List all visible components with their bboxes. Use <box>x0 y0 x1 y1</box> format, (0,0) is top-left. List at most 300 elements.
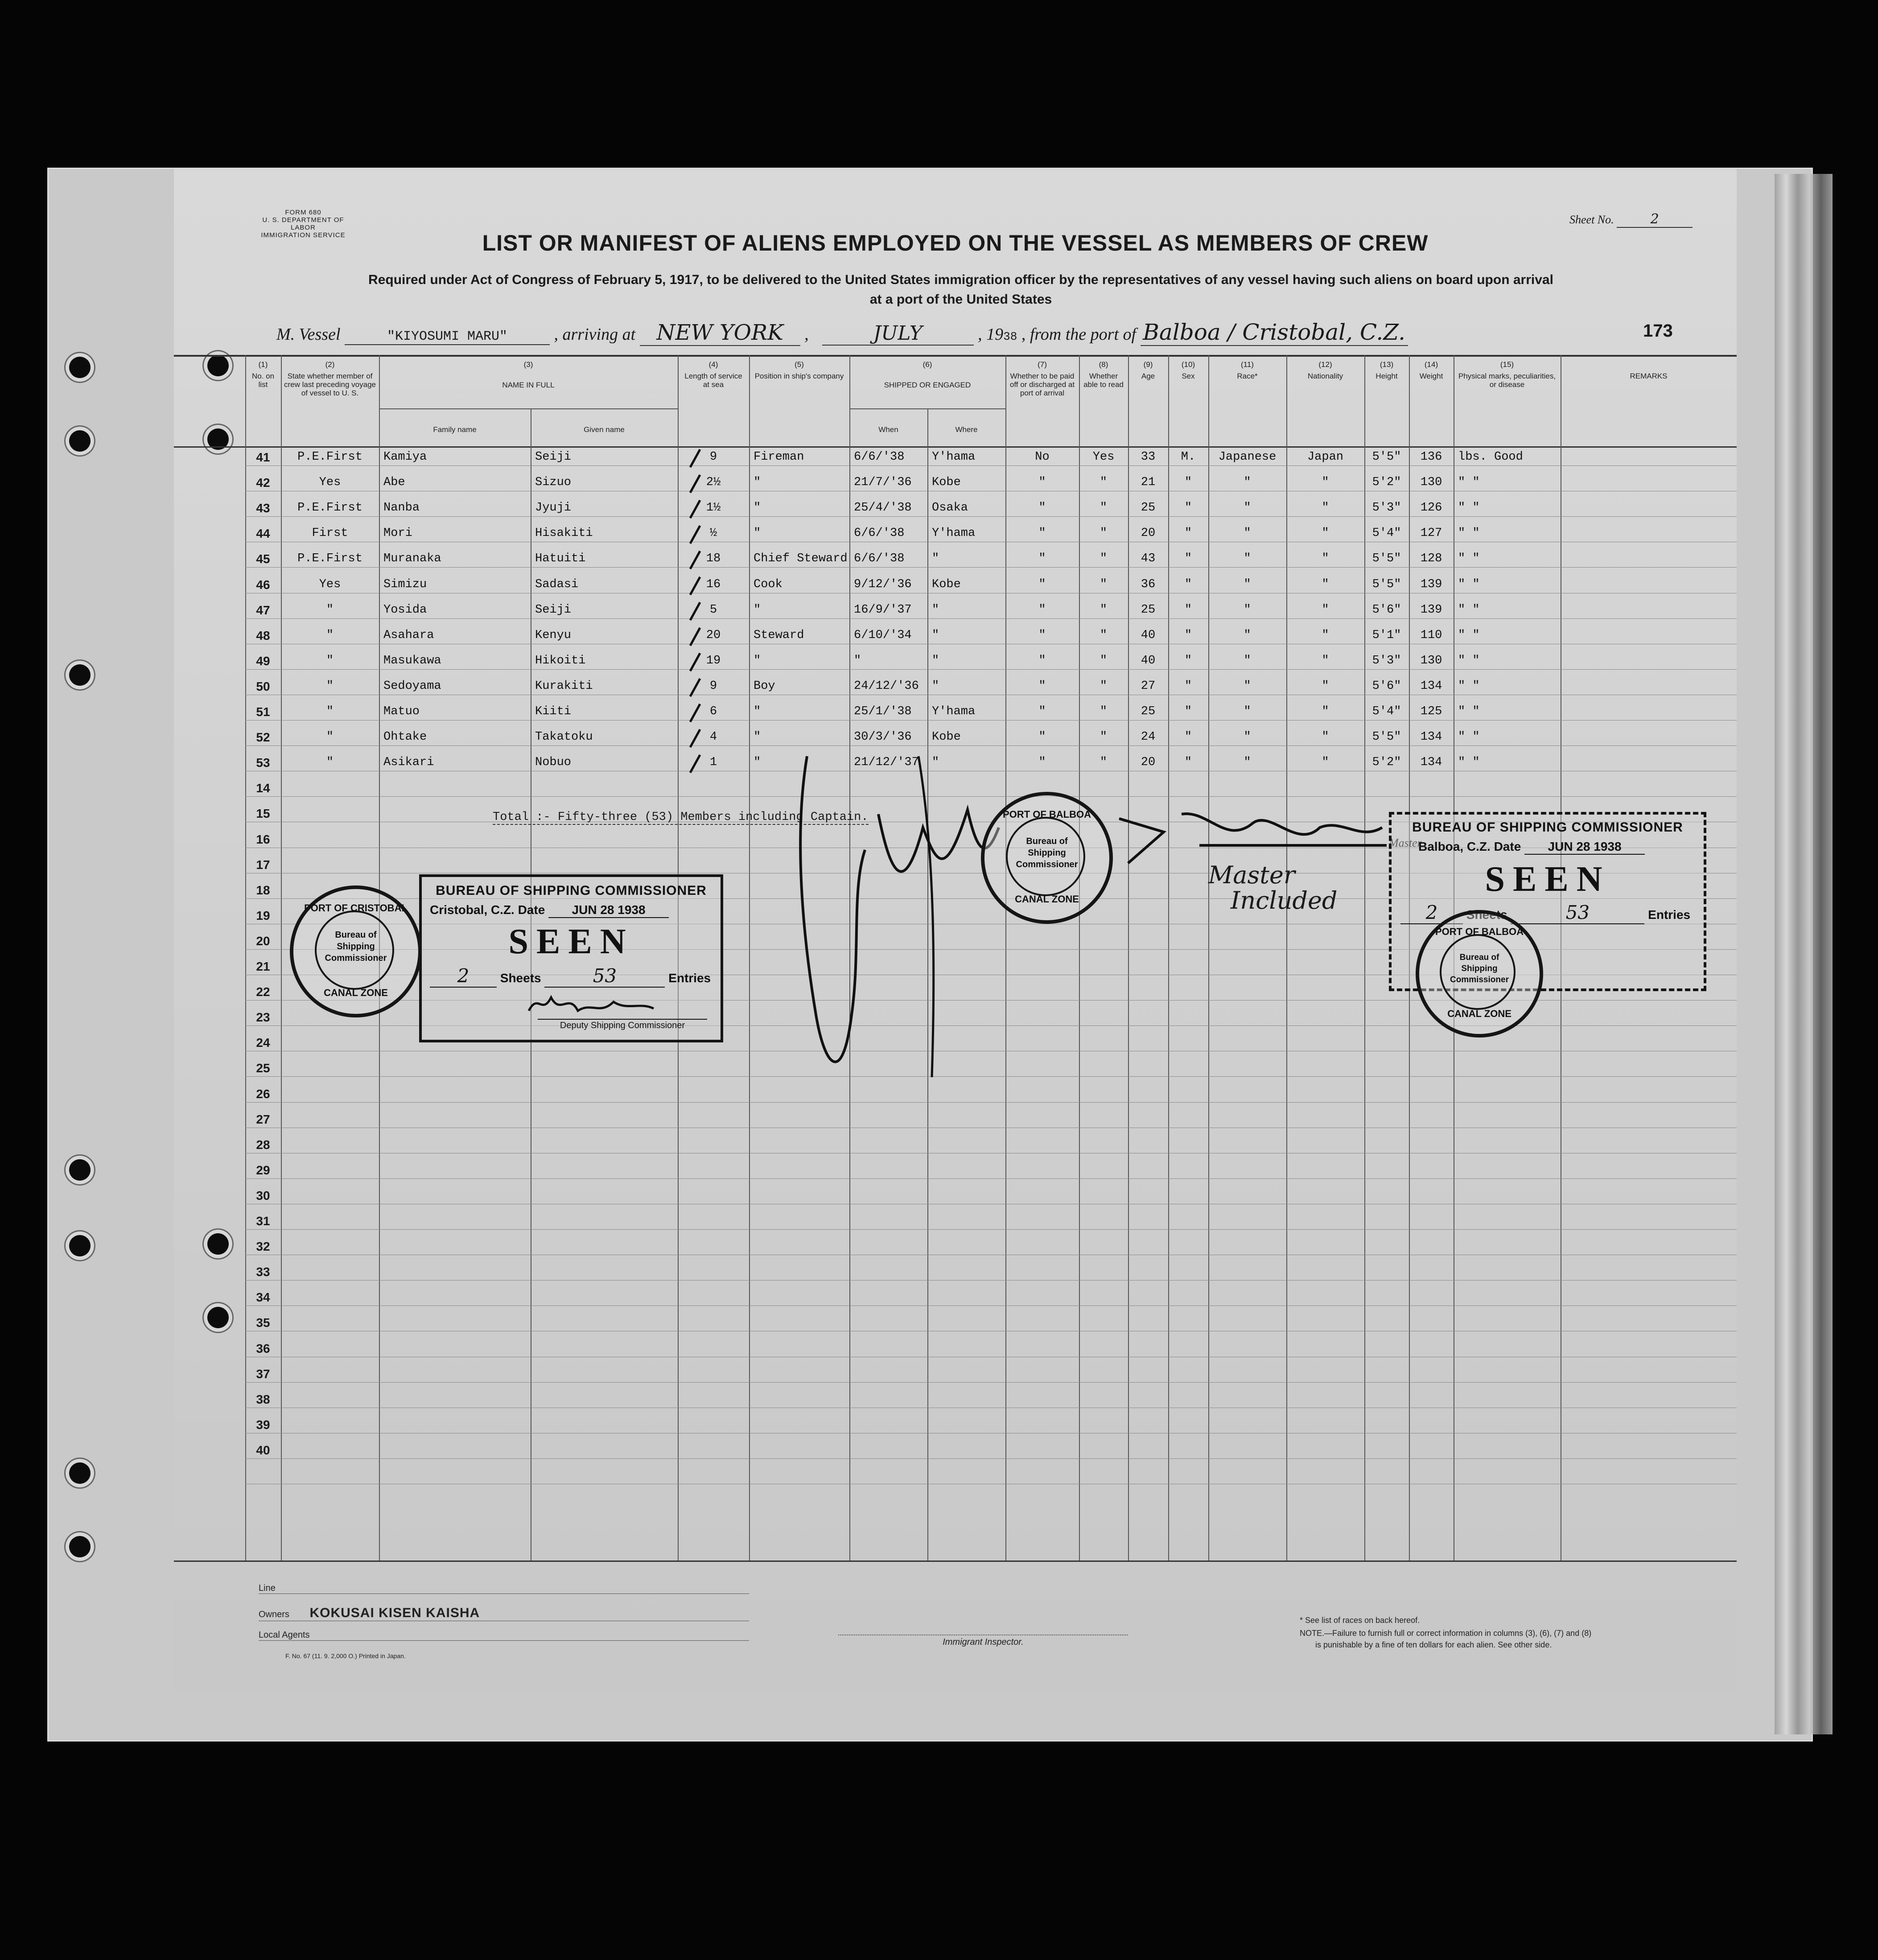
stamp-entries-label: Entries <box>1648 908 1691 922</box>
cell-prev: " <box>326 756 334 770</box>
cell-race: " <box>1244 476 1251 490</box>
column-header: Height <box>1376 372 1398 380</box>
row-rule <box>245 465 1737 466</box>
table-bottom-border <box>174 1561 1737 1562</box>
owners-value: KOKUSAI KISEN KAISHA <box>309 1606 480 1620</box>
seal-outer-text: PORT OF CRISTOBAL <box>304 902 408 914</box>
year-prefix: , 19 <box>978 325 1004 344</box>
cell-nat: " <box>1322 679 1329 693</box>
column-divider <box>749 355 750 1561</box>
vessel-prefix: M. Vessel <box>276 325 341 344</box>
column-header: No. on list <box>251 372 275 389</box>
cell-age: 24 <box>1141 730 1156 744</box>
cell-when: 6/6/'38 <box>854 552 905 566</box>
stamp-sheets-label: Sheets <box>1466 908 1507 922</box>
column-number: (12) <box>1318 360 1332 369</box>
cell-position: Fireman <box>754 450 804 464</box>
cell-sex: " <box>1184 628 1192 642</box>
punch-hole <box>69 664 91 686</box>
owners-label: Owners <box>259 1610 289 1619</box>
cell-where: " <box>932 603 939 617</box>
cell-given: Takatoku <box>535 730 593 744</box>
sheet-number <box>1569 211 1693 228</box>
cell-service: 9 <box>709 450 717 464</box>
cell-read: " <box>1100 679 1108 693</box>
row-rule <box>245 1280 1737 1281</box>
cell-given: Kurakiti <box>535 679 593 693</box>
column-number: (3) <box>523 360 533 369</box>
cell-position: " <box>754 654 761 667</box>
cell-read: " <box>1100 603 1108 617</box>
cell-when: " <box>854 654 861 667</box>
row-number: 18 <box>256 883 270 897</box>
cell-read: " <box>1100 577 1108 591</box>
column-header: State whether member of crew last preceding voyage of vessel to U. S. <box>284 372 376 397</box>
row-number: 16 <box>256 832 270 846</box>
from-label: , from the port of <box>1021 325 1137 344</box>
column-number: (9) <box>1143 360 1153 369</box>
cell-marks: " " <box>1458 552 1480 566</box>
cell-race: " <box>1244 501 1251 515</box>
cell-read: " <box>1100 705 1108 718</box>
row-number: 14 <box>256 781 270 795</box>
cell-prev: Yes <box>319 476 341 490</box>
cell-nat: " <box>1322 705 1329 718</box>
cell-paid: " <box>1038 705 1046 718</box>
stamp-sheets-label: Sheets <box>500 971 541 985</box>
row-number: 22 <box>256 985 270 999</box>
cell-paid: " <box>1038 501 1046 515</box>
cell-nat: " <box>1322 501 1329 515</box>
row-rule <box>245 567 1737 568</box>
cell-height: 5'4" <box>1372 705 1401 718</box>
balboa-port-seal <box>981 792 1113 924</box>
column-header: Position in ship's company <box>754 372 844 380</box>
seal-bottom-text: CANAL ZONE <box>1447 1008 1511 1019</box>
cell-sex: " <box>1184 577 1192 591</box>
cell-when: 21/12/'37 <box>854 756 919 770</box>
cell-when: 25/4/'38 <box>854 501 912 515</box>
cell-read: " <box>1100 527 1108 540</box>
column-header: Length of service at sea <box>684 372 742 389</box>
cell-age: 21 <box>1141 476 1156 490</box>
cell-sex: " <box>1184 603 1192 617</box>
cell-weight: 139 <box>1420 603 1442 617</box>
punch-hole <box>207 1307 229 1328</box>
vessel-name: "KIYOSUMI MARU" <box>345 329 550 345</box>
column-divider <box>1208 355 1209 1561</box>
row-number: 34 <box>256 1290 270 1305</box>
cristobal-port-seal <box>290 885 422 1017</box>
cell-marks: " " <box>1458 527 1480 540</box>
column-divider <box>1168 355 1169 1561</box>
row-number: 27 <box>256 1112 270 1126</box>
cell-sex: " <box>1184 756 1192 770</box>
cell-given: Sadasi <box>535 577 579 591</box>
cell-position: " <box>754 756 761 770</box>
punch-hole <box>69 1462 91 1484</box>
cell-race: " <box>1244 552 1251 566</box>
form-number: FORM 680 <box>285 209 321 216</box>
sheet-value: 2 <box>1617 211 1693 228</box>
table-top-border <box>174 355 1737 357</box>
cell-position: " <box>754 476 761 490</box>
cell-height: 5'6" <box>1372 603 1401 617</box>
column-subheader: Where <box>955 425 978 434</box>
cell-paid: " <box>1038 654 1046 667</box>
cell-race: Japanese <box>1218 450 1277 464</box>
column-number: (4) <box>708 360 718 369</box>
check-mark <box>687 728 704 750</box>
cell-height: 5'2" <box>1372 476 1401 490</box>
cell-marks: " " <box>1458 730 1480 744</box>
cell-marks: " " <box>1458 756 1480 770</box>
cell-marks: " " <box>1458 476 1480 490</box>
row-number: 46 <box>256 577 270 592</box>
page-number: 173 <box>1643 321 1673 341</box>
cell-where: " <box>932 552 939 566</box>
cell-height: 5'5" <box>1372 577 1401 591</box>
row-number: 35 <box>256 1316 270 1330</box>
check-mark <box>687 549 704 572</box>
cell-read: Yes <box>1092 450 1115 464</box>
row-number: 31 <box>256 1214 270 1228</box>
cell-prev: First <box>312 527 348 540</box>
cristobal-shipping-stamp <box>419 874 723 1042</box>
cell-paid: " <box>1038 628 1046 642</box>
row-rule <box>245 516 1737 517</box>
cell-weight: 110 <box>1420 628 1442 642</box>
cell-family: Nanba <box>383 501 420 515</box>
cell-marks: " " <box>1458 501 1480 515</box>
cell-read: " <box>1100 654 1108 667</box>
cell-age: 25 <box>1141 603 1156 617</box>
check-mark <box>687 702 704 725</box>
row-rule <box>245 669 1737 670</box>
stamp-entries-label: Entries <box>668 971 711 985</box>
cell-given: Nobuo <box>535 756 572 770</box>
column-header: Physical marks, peculiarities, or disease <box>1458 372 1556 389</box>
cell-race: " <box>1244 603 1251 617</box>
column-number: (1) <box>258 360 268 369</box>
row-number: 43 <box>256 501 270 515</box>
punch-hole <box>207 355 229 376</box>
cell-sex: " <box>1184 705 1192 718</box>
seal-outer-text: PORT OF BALBOA <box>1435 926 1524 937</box>
stamp-sheets-value: 2 <box>430 965 497 988</box>
cell-nat: " <box>1322 577 1329 591</box>
stamp-entries-value: 53 <box>544 965 665 988</box>
subtitle-line-1: Required under Act of Congress of February 5, 1917, to be delivered to the United States immigration officer by the representatives of any vessel having such aliens on board upon arrival <box>368 272 1553 287</box>
column-header: Age <box>1141 372 1155 380</box>
total-line: Total :- Fifty-three (53) Members including Captain. <box>493 811 869 824</box>
page-subtitle <box>227 270 1694 309</box>
row-rule <box>245 1305 1737 1306</box>
cell-sex: " <box>1184 527 1192 540</box>
balboa-port-seal-right <box>1416 910 1543 1038</box>
column-header: Weight <box>1419 372 1443 380</box>
stamp-sheets-value: 2 <box>1400 902 1463 924</box>
print-note: F. No. 67 (11. 9. 2,000 O.) Printed in Japan. <box>285 1652 406 1659</box>
cell-race: " <box>1244 679 1251 693</box>
cell-family: Sedoyama <box>383 679 441 693</box>
cell-position: " <box>754 705 761 718</box>
stamp-place: Balboa, C.Z. Date <box>1418 840 1521 853</box>
check-mark <box>687 651 704 674</box>
cell-marks: " " <box>1458 654 1480 667</box>
stamp-entries-value: 53 <box>1511 902 1644 924</box>
cell-age: 27 <box>1141 679 1156 693</box>
cell-prev: " <box>326 679 334 693</box>
fine-note-1: NOTE.—Failure to furnish full or correct information in columns (3), (6), (7) and (8) <box>1300 1629 1592 1638</box>
cell-marks: " " <box>1458 705 1480 718</box>
cell-nat: Japan <box>1307 450 1343 464</box>
cell-where: " <box>932 679 939 693</box>
cell-position: Cook <box>754 577 782 591</box>
cell-paid: " <box>1038 730 1046 744</box>
stamp-date: JUN 28 1938 <box>548 903 669 918</box>
cell-service: 16 <box>706 577 721 591</box>
seal-inner-text: Bureau of Shipping Commissioner <box>325 930 387 963</box>
cell-where: Kobe <box>932 577 961 591</box>
cell-race: " <box>1244 730 1251 744</box>
stamp-title: BUREAU OF SHIPPING COMMISSIONER <box>436 883 707 898</box>
row-number: 17 <box>256 857 270 872</box>
row-number: 26 <box>256 1087 270 1101</box>
cell-when: 6/6/'38 <box>854 450 905 464</box>
cell-given: Hisakiti <box>535 527 593 540</box>
stamp-date: JUN 28 1938 <box>1524 840 1645 855</box>
cell-family: Simizu <box>383 577 427 591</box>
manifest-page <box>174 168 1737 1690</box>
row-number: 40 <box>256 1443 270 1457</box>
row-number: 33 <box>256 1265 270 1279</box>
cell-race: " <box>1244 654 1251 667</box>
cell-prev: " <box>326 730 334 744</box>
column-divider <box>281 355 282 1561</box>
row-number: 42 <box>256 476 270 490</box>
immigrant-inspector-label: Immigrant Inspector. <box>838 1635 1128 1647</box>
row-number: 39 <box>256 1417 270 1432</box>
cell-prev: P.E.First <box>297 450 362 464</box>
cell-age: 25 <box>1141 705 1156 718</box>
cell-paid: " <box>1038 476 1046 490</box>
punch-hole <box>207 1233 229 1255</box>
punch-hole <box>69 1235 91 1256</box>
cell-age: 25 <box>1141 501 1156 515</box>
stamp-officer: Deputy Shipping Commissioner <box>538 1019 707 1031</box>
seal-bottom-text: CANAL ZONE <box>1015 894 1079 905</box>
column-header: Nationality <box>1307 372 1343 380</box>
stamp-seen: SEEN <box>508 922 634 961</box>
cell-paid: " <box>1038 679 1046 693</box>
row-number: 53 <box>256 756 270 770</box>
row-number: 19 <box>256 908 270 922</box>
cell-height: 5'2" <box>1372 756 1401 770</box>
check-mark <box>687 753 704 775</box>
row-number: 45 <box>256 552 270 566</box>
column-subheader: Family name <box>433 425 477 434</box>
row-rule <box>245 1178 1737 1179</box>
column-divider <box>1079 355 1080 1561</box>
row-number: 38 <box>256 1392 270 1406</box>
cell-height: 5'5" <box>1372 552 1401 566</box>
cell-service: 19 <box>706 654 721 667</box>
row-number: 24 <box>256 1036 270 1050</box>
row-number: 30 <box>256 1188 270 1202</box>
arrival-month: JULY <box>822 322 974 346</box>
owners-row <box>259 1606 749 1621</box>
cell-nat: " <box>1322 603 1329 617</box>
cell-weight: 127 <box>1420 527 1442 540</box>
cell-marks: " " <box>1458 603 1480 617</box>
check-mark <box>687 575 704 597</box>
cell-paid: " <box>1038 527 1046 540</box>
cell-marks: " " <box>1458 628 1480 642</box>
cell-family: Ohtake <box>383 730 427 744</box>
seal-outer-text: PORT OF BALBOA <box>1003 809 1091 820</box>
cell-age: 33 <box>1141 450 1156 464</box>
cell-where: " <box>932 756 939 770</box>
column-header: Sex <box>1182 372 1195 380</box>
row-number: 15 <box>256 807 270 821</box>
cell-position: Boy <box>754 679 775 693</box>
cell-nat: " <box>1322 730 1329 744</box>
cell-when: 25/1/'38 <box>854 705 912 718</box>
cell-weight: 125 <box>1420 705 1442 718</box>
stamp-date-line <box>1418 840 1704 855</box>
cell-prev: " <box>326 628 334 642</box>
cell-position: " <box>754 501 761 515</box>
cell-race: " <box>1244 577 1251 591</box>
cell-marks: lbs. Good <box>1458 450 1523 464</box>
handwritten-master-note: Master <box>1208 861 1295 889</box>
column-divider <box>1364 355 1365 1561</box>
cell-read: " <box>1100 552 1108 566</box>
check-mark <box>687 524 704 546</box>
cell-prev: Yes <box>319 577 341 591</box>
cell-paid: " <box>1038 756 1046 770</box>
cell-read: " <box>1100 476 1108 490</box>
column-number: (5) <box>795 360 804 369</box>
cell-weight: 134 <box>1420 730 1442 744</box>
row-rule <box>245 1458 1737 1459</box>
cell-sex: " <box>1184 552 1192 566</box>
column-number: (6) <box>923 360 932 369</box>
cell-sex: " <box>1184 476 1192 490</box>
row-number: 32 <box>256 1239 270 1254</box>
cell-service: 6 <box>709 705 717 718</box>
column-subheader: When <box>878 425 898 434</box>
row-number: 21 <box>256 959 270 973</box>
cell-given: Sizuo <box>535 476 572 490</box>
subtitle-line-2: at a port of the United States <box>869 292 1052 307</box>
cell-paid: " <box>1038 577 1046 591</box>
cell-sex: M. <box>1181 450 1196 464</box>
vessel-line: M. Vessel "KIYOSUMI MARU" , arriving at NEW YORK , JULY , 1938 , from the port of Balboa / Cristobal, C.Z. <box>276 319 1408 346</box>
handwritten-signature <box>789 703 1066 1157</box>
cell-when: 6/6/'38 <box>854 527 905 540</box>
cell-when: 9/12/'36 <box>854 577 912 591</box>
cell-nat: " <box>1322 527 1329 540</box>
column-divider <box>1128 355 1129 1561</box>
cell-paid: " <box>1038 603 1046 617</box>
punch-hole <box>69 1159 91 1181</box>
cell-family: Yosida <box>383 603 427 617</box>
cell-nat: " <box>1322 552 1329 566</box>
column-header: Whether able to read <box>1083 372 1124 389</box>
row-number: 50 <box>256 679 270 693</box>
seal-inner-text: Bureau of Shipping Commissioner <box>1016 836 1078 869</box>
cell-weight: 130 <box>1420 654 1442 667</box>
cell-height: 5'4" <box>1372 527 1401 540</box>
cell-when: 6/10/'34 <box>854 628 912 642</box>
cell-where: Kobe <box>932 476 961 490</box>
cell-family: Muranaka <box>383 552 441 566</box>
cell-service: 1½ <box>706 501 721 515</box>
cell-given: Hikoiti <box>535 654 586 667</box>
cell-prev: P.E.First <box>297 501 362 515</box>
cell-when: 30/3/'36 <box>854 730 912 744</box>
row-number: 29 <box>256 1163 270 1177</box>
cell-family: Asikari <box>383 756 434 770</box>
cell-race: " <box>1244 628 1251 642</box>
cell-read: " <box>1100 756 1108 770</box>
row-number: 41 <box>256 450 270 464</box>
from-port: Balboa / Cristobal, C.Z. <box>1141 319 1408 346</box>
page-title: LIST OR MANIFEST OF ALIENS EMPLOYED ON THE VESSEL AS MEMBERS OF CREW <box>482 231 1429 255</box>
cell-race: " <box>1244 756 1251 770</box>
row-rule <box>245 618 1737 619</box>
row-number: 48 <box>256 628 270 642</box>
cell-age: 36 <box>1141 577 1156 591</box>
cell-age: 20 <box>1141 527 1156 540</box>
cell-sex: " <box>1184 501 1192 515</box>
cell-position: Chief Steward <box>754 552 848 566</box>
cell-sex: " <box>1184 679 1192 693</box>
row-number: 44 <box>256 527 270 541</box>
cell-position: " <box>754 527 761 540</box>
cell-age: 43 <box>1141 552 1156 566</box>
column-number: (10) <box>1181 360 1195 369</box>
row-number: 47 <box>256 603 270 617</box>
punch-hole <box>69 1536 91 1557</box>
column-header: NAME IN FULL <box>502 381 555 389</box>
row-number: 49 <box>256 654 270 668</box>
cell-weight: 130 <box>1420 476 1442 490</box>
cell-weight: 136 <box>1420 450 1442 464</box>
check-mark <box>687 448 704 470</box>
seal-bottom-text: CANAL ZONE <box>324 987 388 998</box>
check-mark <box>687 473 704 495</box>
cell-family: Kamiya <box>383 450 427 464</box>
column-number: (8) <box>1099 360 1108 369</box>
cell-nat: " <box>1322 756 1329 770</box>
punch-hole <box>69 430 91 452</box>
cell-service: 1 <box>709 756 717 770</box>
cell-service: 9 <box>709 679 717 693</box>
master-label: Master <box>1389 836 1422 849</box>
cell-marks: " " <box>1458 577 1480 591</box>
row-number: 52 <box>256 730 270 745</box>
column-number: (14) <box>1424 360 1438 369</box>
check-mark <box>687 626 704 648</box>
cell-race: " <box>1244 705 1251 718</box>
cell-service: 5 <box>709 603 717 617</box>
cell-prev: " <box>326 603 334 617</box>
row-number: 23 <box>256 1010 270 1025</box>
cell-age: 40 <box>1141 628 1156 642</box>
